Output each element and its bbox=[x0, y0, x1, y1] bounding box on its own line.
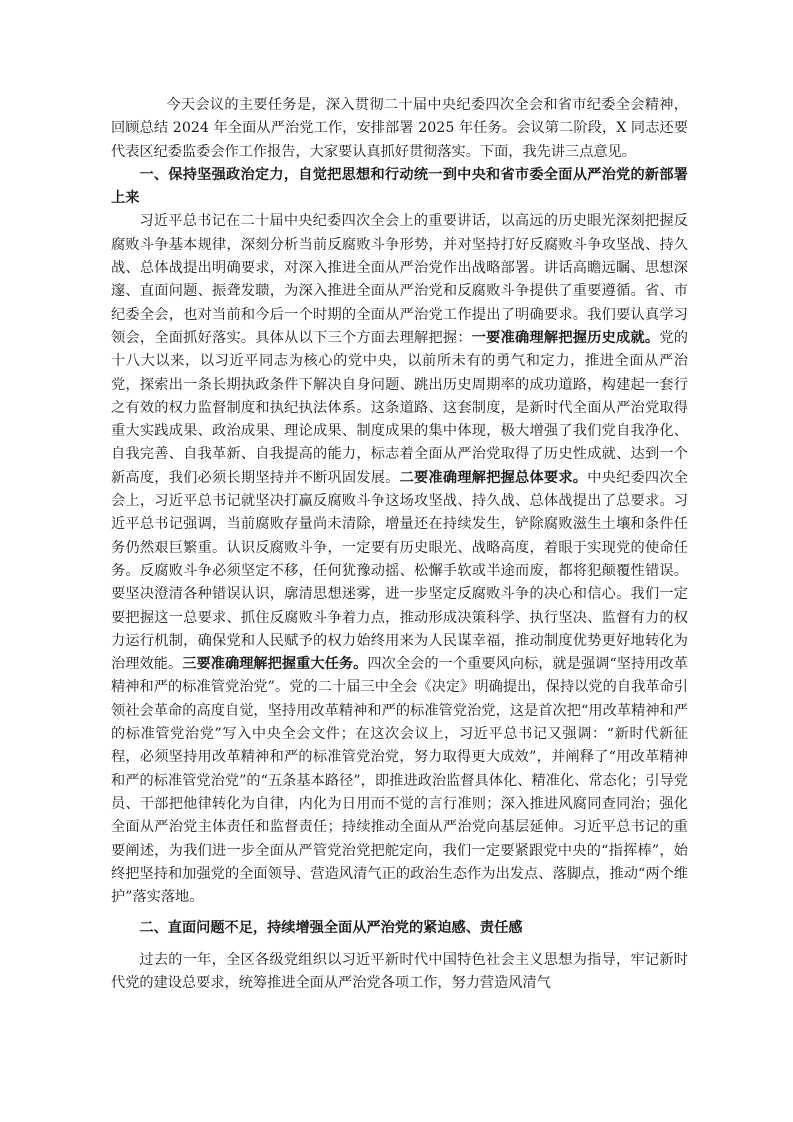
section-1-heading: 一、保持坚强政治定力，自觉把思想和行动统一到中央和省市委全面从严治党的新部署上来 bbox=[111, 166, 688, 207]
point-2-heading: 二要准确理解把握总体要求。 bbox=[399, 469, 588, 486]
point-3-text: 四次全会的一个重要风向标，就是强调“坚持用改革精神和严的标准管党治党”。党的二十届三中全会《决定》明确提出，保持以党的自我革命引领社会革命的高度自觉，坚持用改革精神和严的标准管党治党，这是首次把“用改革精神和严的标准管党治党”写入中央全会文件；在这次会议上，习近平总书记又强调：“新时代新征程，必须坚持用改革精神和严的标准管党治党，努力取得更大成效”，并阐释了“用改革精神和严的标准管党治党”的“五条基本路径”，即推进政治监督具体化、精准化、常态化；引导党员、干部把他律转化为自律，内化为日用而不觉的言行准则；深入推进风腐同查同治；强化全面从严治党主体责任和监督责任；持续推动全面从严治党向基层延伸。习近平总书记的重要阐述，为我们进一步全面从严管党治党把舵定向，我们一定要紧跟党中央的“指挥棒”，始终把坚持和加强党的全面领导、营造风清气正的政治生态作为出发点、落脚点，推动“两个维护”落实落地。 bbox=[111, 656, 688, 906]
point-1-heading: 一要准确理解把握历史成就。 bbox=[471, 329, 660, 346]
section-2-heading: 二、直面问题不足，持续增强全面从严治党的紧迫感、责任感 bbox=[139, 920, 523, 937]
point-1-text: 党的十八大以来，以习近平同志为核心的党中央，以前所未有的勇气和定力，推进全面从严治党，探索出一条长期执政条件下解决自身问题、跳出历史周期率的成功道路，构建起一套行之有效的权力监督制度和执纪执法体系。这条道路、这套制度，是新时代全面从严治党取得重大实践成果、政治成果、理论成果、制度成果的集中体现，极大增强了我们党自我净化、自我完善、自我革新、自我提高的能力，标志着全面从严治党取得了历史性成就、达到一个新高度，我们必须长期坚持并不断巩固发展。 bbox=[111, 329, 688, 486]
section-2-paragraph: 过去的一年，全区各级党组织以习近平新时代中国特色社会主义思想为指导，牢记新时代党的建设总要求，统筹推进全面从严治党各项工作，努力营造风清气 bbox=[111, 951, 688, 991]
document-body bbox=[111, 94, 688, 995]
section-1-paragraph bbox=[111, 210, 688, 909]
intro-paragraph: 今天会议的主要任务是，深入贯彻二十届中央纪委四次全会和省市纪委全会精神，回顾总结 2024 年全面从严治党工作，安排部署 2025 年任务。会议第二阶段，X 同志还要代表区纪委监委会作工作报告，大家要认真抓好贯彻落实。下面，我先讲三点意见。 bbox=[111, 97, 688, 160]
point-2-text: 中央纪委四次全会上，习近平总书记就坚决打赢反腐败斗争这场攻坚战、持久战、总体战提出了总要求。习近平总书记强调，当前腐败存量尚未清除，增量还在持续发生，铲除腐败滋生土壤和条件任务仍然艰巨繁重。认识反腐败斗争，一定要有历史眼光、战略高度，着眼于实现党的使命任务。反腐败斗争必须坚定不移，任何犹豫动摇、松懈手软或半途而废，都将犯颠覆性错误。要坚决澄清各种错误认识，廓清思想迷雾，进一步坚定反腐败斗争的决心和信心。我们一定要把握这一总要求、抓住反腐败斗争着力点，推动形成决策科学、执行坚决、监督有力的权力运行机制，确保党和人民赋予的权力始终用来为人民谋幸福，推动制度优势更好地转化为治理效能。 bbox=[111, 469, 688, 673]
point-3-heading: 三要准确理解把握重大任务。 bbox=[182, 656, 368, 673]
section-1-text-lead: 习近平总书记在二十届中央纪委四次全会上的重要讲话，以高远的历史眼光深刻把握反腐败斗争基本规律，深刻分析当前反腐败斗争形势，并对坚持打好反腐败斗争攻坚战、持久战、总体战提出明确要求，对深入推进全面从严治党作出战略部署。讲话高瞻远瞩、思想深邃、直面问题、振聋发聩，为深入推进全面从严治党和反腐败斗争提供了重要遵循。省、市纪委全会，也对当前和今后一个时期的全面从严治党工作提出了明确要求。我们要认真学习领会，全面抓好落实。具体从以下三个方面去理解把握： bbox=[111, 213, 688, 346]
